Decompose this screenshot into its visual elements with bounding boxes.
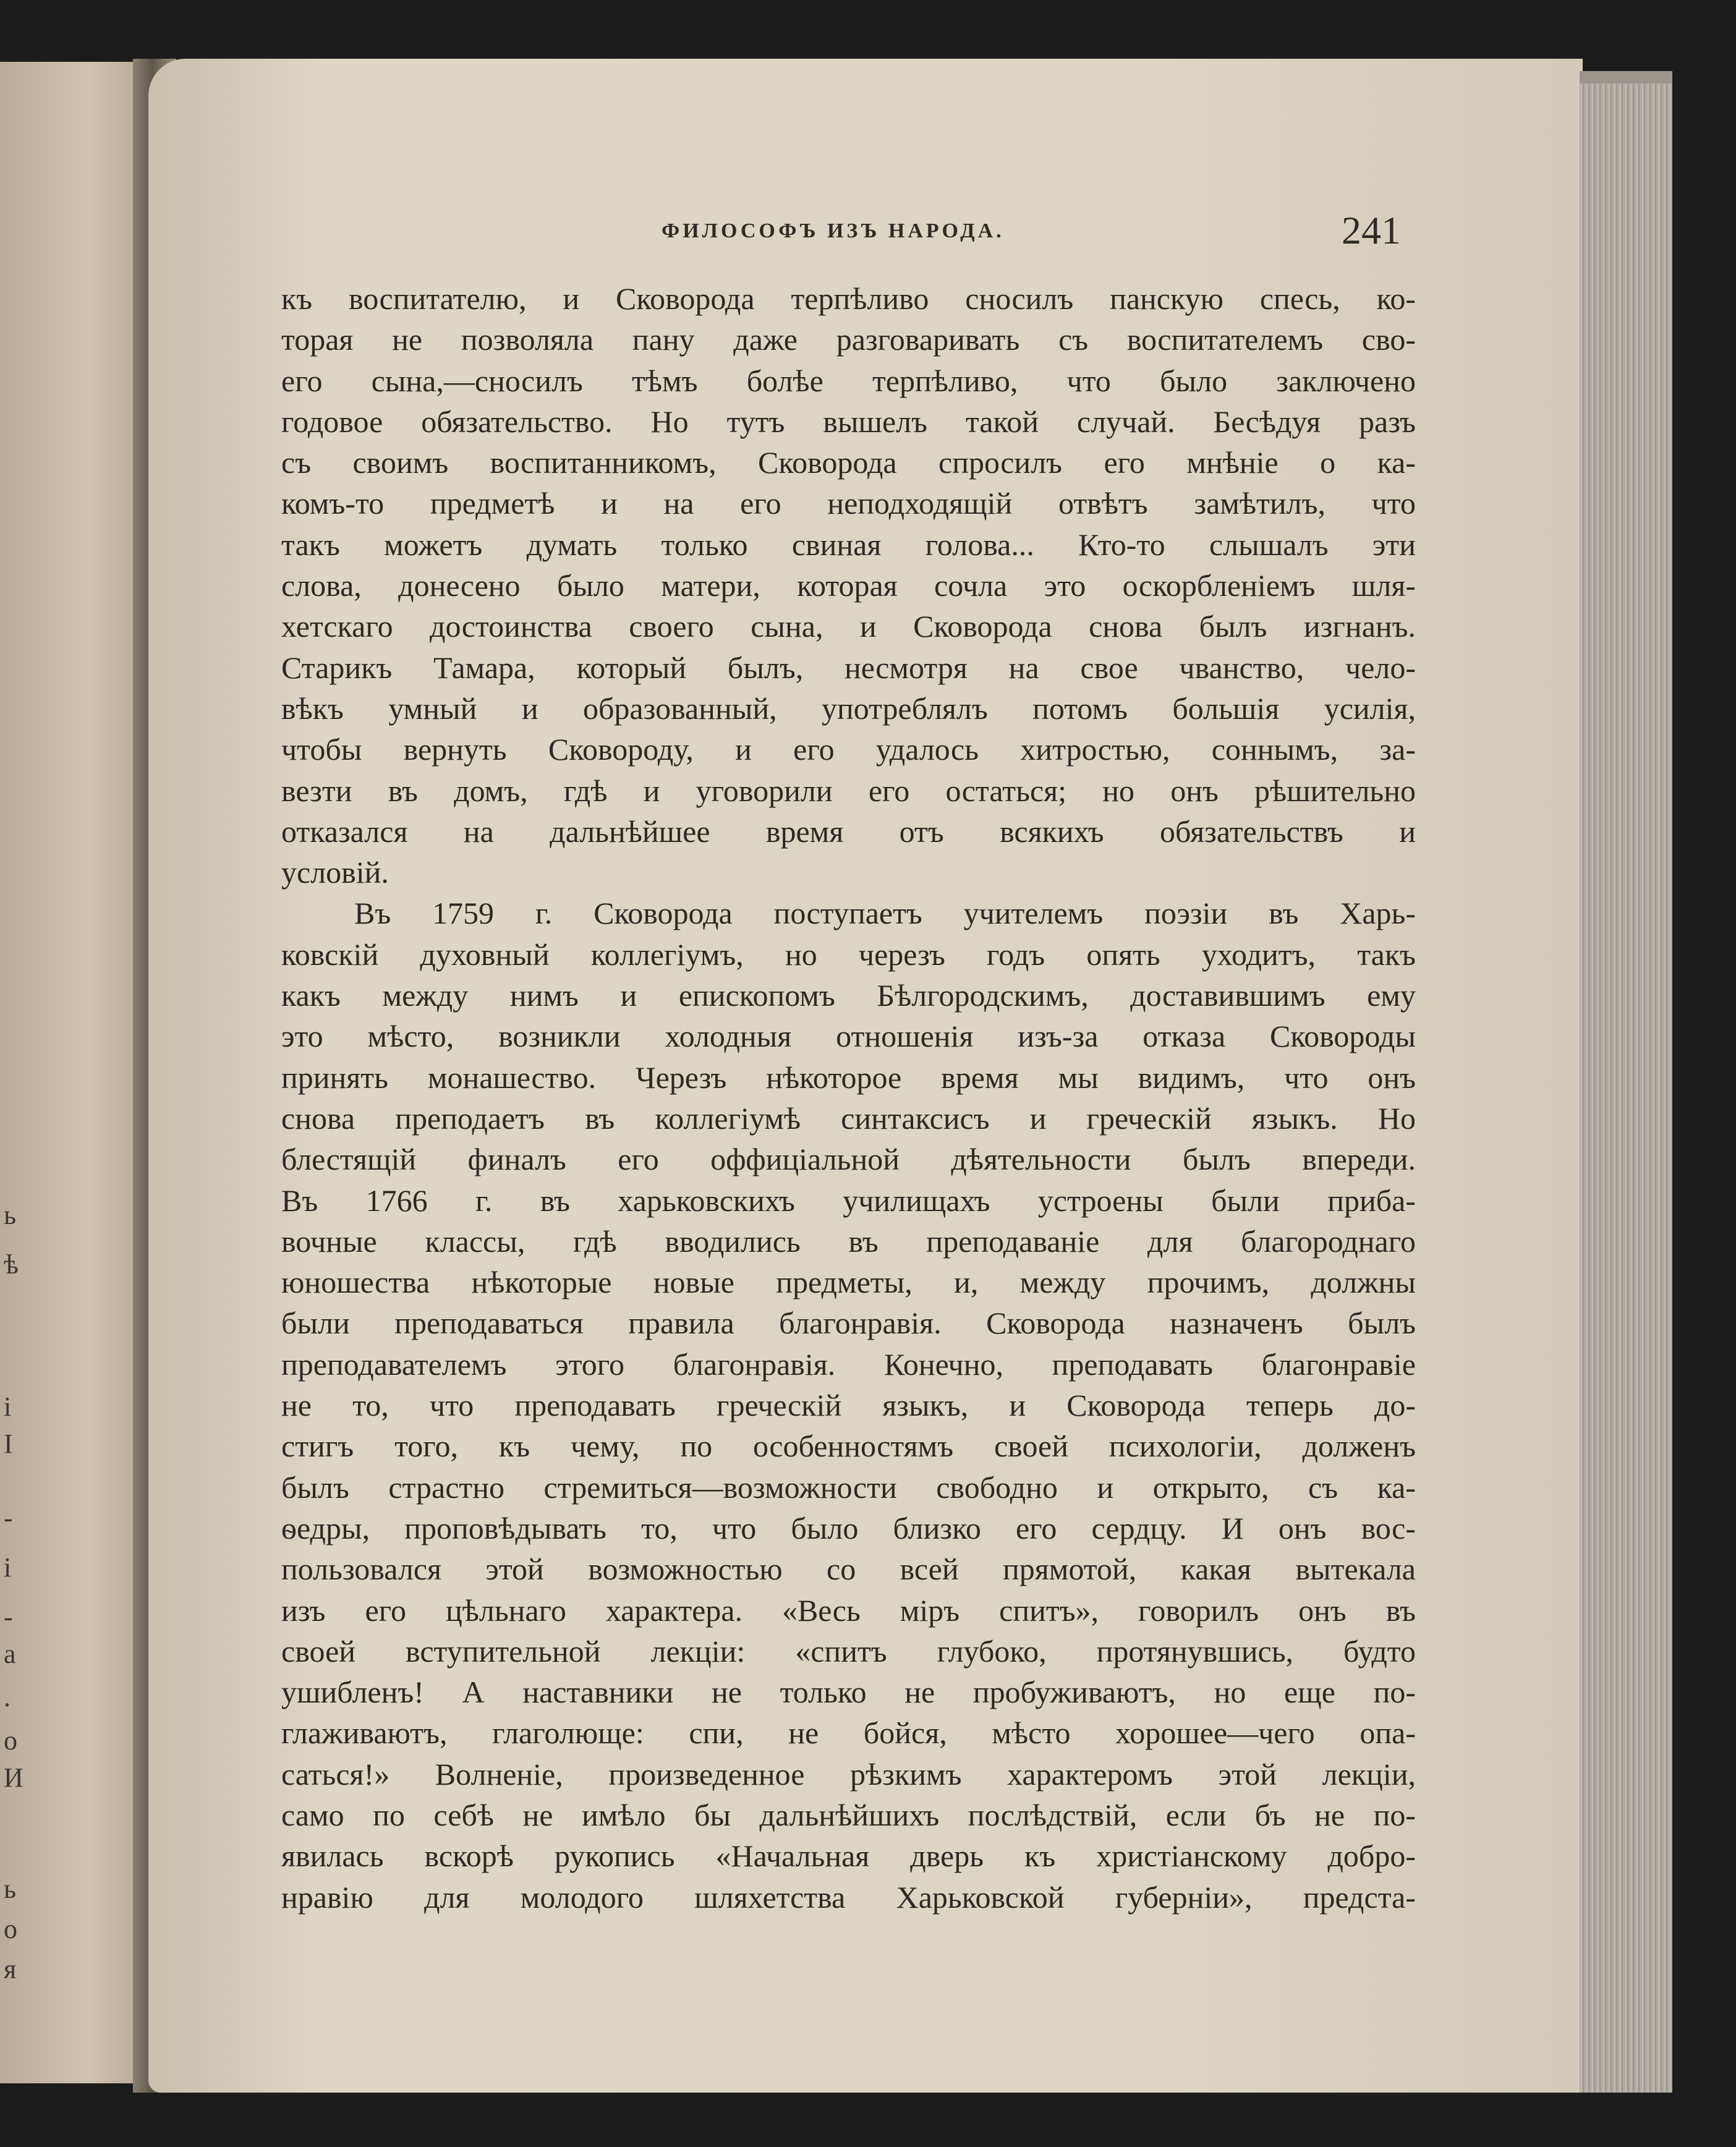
- edge-glyph: .: [4, 1682, 11, 1712]
- text-line: снова преподаетъ въ коллегіумѣ синтаксисъ и греческій языкъ. Но: [281, 1100, 1416, 1136]
- text-line: пользовался этой возможностью со всей прямотой, какая вытекала: [281, 1552, 1416, 1587]
- text-line: глаживаютъ, глаголюще: спи, не бойся, мѣсто хорошее—чего опа-: [281, 1715, 1416, 1751]
- running-head: ФИЛОСОФЪ ИЗЪ НАРОДА.: [662, 219, 1005, 242]
- edge-glyph: -: [4, 1503, 13, 1533]
- text-line: преподавателемъ этого благонравія. Конечно, преподавать благонравіе: [281, 1346, 1416, 1382]
- edge-glyph: ѣ: [4, 1249, 19, 1280]
- text-line: блестящій финалъ его оффиціальной дѣятельности былъ впереди.: [281, 1142, 1416, 1177]
- text-line: Въ 1759 г. Сковорода поступаетъ учителемъ поэзіи въ Харь-: [354, 896, 1416, 931]
- text-line: торая не позволяла пану даже разговаривать съ воспитателемъ сво-: [281, 322, 1416, 357]
- text-line: слова, донесено было матери, которая сочла это оскорбленіемъ шля-: [281, 568, 1416, 603]
- edge-glyph: о: [4, 1725, 17, 1756]
- text-line: были преподаваться правила благонравія. Сковорода назначенъ былъ: [281, 1306, 1416, 1341]
- text-line: хетскаго достоинства своего сына, и Сковорода снова былъ изгнанъ.: [281, 609, 1416, 644]
- text-line: не то, что преподавать греческій языкъ, и Сковорода теперь до-: [281, 1388, 1416, 1423]
- text-line: Въ 1766 г. въ харьковскихъ училищахъ устроены были приба-: [281, 1183, 1416, 1218]
- edge-glyph: а: [4, 1639, 16, 1669]
- text-line: своей вступительной лекціи: «спитъ глубоко, протянувшись, будто: [281, 1633, 1416, 1669]
- edge-glyph: -: [4, 1602, 13, 1632]
- facing-page: [0, 62, 148, 2083]
- text-line: стигъ того, къ чему, по особенностямъ своей психологіи, долженъ: [281, 1429, 1416, 1464]
- text-line: Старикъ Тамара, который былъ, несмотря на свое чванство, чело-: [281, 650, 1416, 685]
- text-line: это мѣсто, возникли холодныя отношенія изъ-за отказа Сковороды: [281, 1019, 1416, 1054]
- facing-page-edge-text: [0, 62, 25, 2083]
- text-line: юношества нѣкоторые новые предметы, и, между прочимъ, должны: [281, 1265, 1416, 1300]
- text-line: ковскій духовный коллегіумъ, но черезъ годъ опять уходитъ, такъ: [281, 937, 1416, 972]
- edge-glyph: ь: [4, 1200, 17, 1230]
- text-line: какъ между нимъ и епископомъ Бѣлгородскимъ, доставившимъ ему: [281, 978, 1416, 1013]
- text-line: саться!» Волненіе, произведенное рѣзкимъ характеромъ этой лекціи,: [281, 1756, 1416, 1792]
- edge-glyph: I: [4, 1429, 13, 1459]
- edge-glyph: И: [4, 1762, 23, 1793]
- text-line: къ воспитателю, и Сковорода терпѣливо сносилъ панскую спесь, ко-: [281, 281, 1416, 316]
- text-line: комъ-то предметѣ и на его неподходящій отвѣтъ замѣтилъ, что: [281, 486, 1416, 521]
- text-line: изъ его цѣльнаго характера. «Весь міръ спитъ», говорилъ онъ въ: [281, 1592, 1416, 1628]
- page-number: 241: [1342, 208, 1401, 252]
- text-line: былъ страстно стремиться—возможности свободно и открыто, съ ка-: [281, 1469, 1416, 1505]
- text-line: ѳедры, проповѣдывать то, что было близко его сердцу. И онъ вос-: [281, 1510, 1416, 1545]
- text-line: такъ можетъ думать только свиная голова... Кто-то слышалъ эти: [281, 527, 1416, 562]
- edge-glyph: ь: [4, 1874, 17, 1904]
- page-block-top: [1580, 71, 1672, 83]
- text-line: явилась вскорѣ рукопись «Начальная дверь къ христіанскому добро-: [281, 1839, 1416, 1874]
- text-line: годовое обязательство. Но тутъ вышелъ такой случай. Бесѣдуя разъ: [281, 404, 1416, 439]
- text-line: принять монашество. Черезъ нѣкоторое время мы видимъ, что онъ: [281, 1060, 1416, 1095]
- edge-glyph: о: [4, 1914, 17, 1944]
- edge-glyph: і: [4, 1392, 12, 1422]
- edge-glyph: я: [4, 1954, 17, 1984]
- text-line: условій.: [281, 855, 389, 890]
- text-line: отказался на дальнѣйшее время отъ всякихъ обязательствъ и: [281, 814, 1416, 849]
- text-line: съ своимъ воспитанникомъ, Сковорода спросилъ его мнѣніе о ка-: [281, 445, 1416, 480]
- text-line: само по себѣ не имѣло бы дальнѣйшихъ послѣдствій, если бъ не по-: [281, 1797, 1416, 1832]
- text-line: чтобы вернуть Сковороду, и его удалось хитростью, соннымъ, за-: [281, 732, 1416, 767]
- body-text: [281, 278, 1416, 1918]
- text-line: ушибленъ! А наставники не только не пробуживаютъ, но еще по-: [281, 1675, 1416, 1710]
- page-block-edges: [1580, 71, 1672, 2093]
- edge-glyph: і: [4, 1552, 12, 1583]
- text-line: вѣкъ умный и образованный, употреблялъ потомъ большія усилія,: [281, 691, 1416, 726]
- text-line: его сына,—сносилъ тѣмъ болѣе терпѣливо, что было заключено: [281, 363, 1416, 398]
- text-line: нравію для молодого шляхетства Харьковской губерніи», предста-: [281, 1879, 1416, 1915]
- text-line: везти въ домъ, гдѣ и уговорили его остаться; но онъ рѣшительно: [281, 773, 1416, 808]
- text-line: вочные классы, гдѣ вводились въ преподаваніе для благороднаго: [281, 1223, 1416, 1259]
